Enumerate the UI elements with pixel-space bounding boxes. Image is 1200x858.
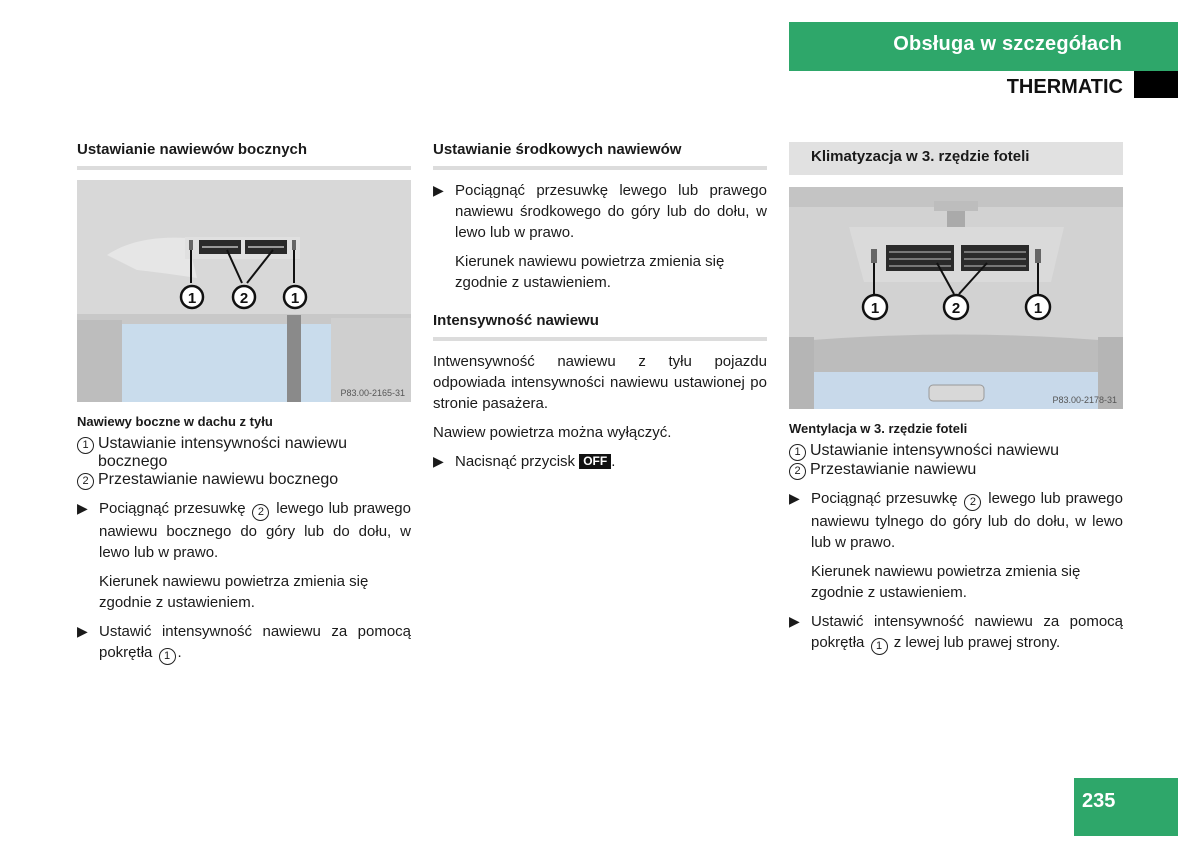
callout-number-icon: 2	[252, 504, 269, 521]
legend-text: Przestawianie nawiewu bocznego	[98, 471, 339, 488]
step-note: Kierunek nawiewu powietrza zmienia się zgodnie z ustawieniem.	[99, 573, 369, 611]
svg-text:1: 1	[187, 290, 197, 307]
paragraph: Nawiew powietrza można wyłączyć.	[433, 424, 672, 441]
svg-text:1: 1	[1033, 300, 1043, 317]
column-side-vents	[77, 130, 411, 665]
legend-item	[789, 442, 1123, 461]
step-note: Kierunek nawiewu powietrza zmienia się zgodnie z ustawieniem.	[811, 563, 1081, 601]
figure-side-vents	[77, 180, 411, 402]
step-text: Pociągnąć przesuwkę lewego lub prawego nawiewu środkowego do góry lub do dołu, w lewo lub w prawo.	[455, 182, 767, 241]
callout-number-icon: 2	[789, 463, 806, 480]
figure-code: P83.00-2178-31	[1052, 395, 1117, 405]
legend-text: Ustawianie intensywności nawiewu bocznego	[98, 435, 348, 470]
callout-number-icon: 1	[789, 444, 806, 461]
bullet-triangle-icon: ▶	[433, 182, 444, 198]
instruction-step	[77, 621, 411, 665]
step-note: Kierunek nawiewu powietrza zmienia się zgodnie z ustawieniem.	[455, 253, 725, 291]
svg-text:2: 2	[239, 290, 249, 307]
callout-number-icon: 1	[77, 437, 94, 454]
instruction-step	[433, 451, 767, 472]
heading-center-vents: Ustawianie środkowych nawiewów	[433, 130, 767, 170]
figure-caption: Wentylacja w 3. rzędzie foteli	[789, 421, 968, 436]
chapter-title: Obsługa w szczegółach	[893, 33, 1122, 55]
callout-number-icon: 2	[77, 473, 94, 490]
step-text: Ustawić intensywność nawiewu za pomocą pokrętła 1 .	[99, 621, 411, 665]
figure-caption: Nawiewy boczne w dachu z tyłu	[77, 414, 273, 429]
bullet-triangle-icon: ▶	[77, 500, 88, 516]
instruction-step	[77, 498, 411, 563]
bullet-triangle-icon: ▶	[77, 623, 88, 639]
instruction-step	[433, 180, 767, 243]
step-text: Pociągnąć przesuwkę 2 lewego lub prawego nawiewu tylnego do góry lub do dołu, w lewo lub w prawo.	[811, 490, 1123, 551]
legend-item	[77, 471, 411, 490]
svg-text:1: 1	[870, 300, 880, 317]
heading-airflow-intensity: Intensywność nawiewu	[433, 301, 767, 341]
section-marker-block	[1134, 71, 1178, 98]
step-text: Ustawić intensywność nawiewu za pomocą pokrętła 1 z lewej lub prawej strony.	[811, 611, 1123, 655]
bullet-triangle-icon: ▶	[789, 613, 800, 629]
step-text: Pociągnąć przesuwkę 2 lewego lub prawego nawiewu bocznego do góry lub do dołu, w lewo lub w prawo.	[99, 500, 411, 561]
legend-item	[789, 461, 1123, 480]
legend-text: Przestawianie nawiewu	[810, 461, 977, 478]
heading-third-row-climate: Klimatyzacja w 3. rzędzie foteli	[789, 142, 1123, 175]
step-text: Nacisnąć przycisk OFF .	[455, 453, 616, 470]
page-number: 235	[1074, 778, 1178, 836]
figure-code: P83.00-2165-31	[340, 388, 405, 398]
roof-vents-illustration	[77, 180, 411, 402]
callout-number-icon: 2	[964, 494, 981, 511]
instruction-step	[789, 488, 1123, 553]
svg-text:2: 2	[951, 300, 961, 317]
legend-item	[77, 435, 411, 471]
off-button-key: OFF	[579, 454, 611, 469]
bullet-triangle-icon: ▶	[433, 453, 444, 469]
svg-text:1: 1	[290, 290, 300, 307]
section-title: THERMATIC	[1006, 76, 1123, 98]
instruction-step	[789, 611, 1123, 655]
column-third-row	[789, 130, 1123, 655]
callout-number-icon: 1	[871, 638, 888, 655]
bullet-triangle-icon: ▶	[789, 490, 800, 506]
paragraph: Intwensywność nawiewu z tyłu pojazdu odpowiada intensywności nawiewu ustawionej po stronie pasażera.	[433, 353, 767, 412]
chapter-banner	[789, 22, 1178, 71]
rear-vents-illustration	[789, 187, 1123, 409]
figure-third-row-vents	[789, 187, 1123, 409]
column-center-vents	[433, 130, 767, 472]
heading-side-vents: Ustawianie nawiewów bocznych	[77, 130, 411, 170]
callout-number-icon: 1	[159, 648, 176, 665]
legend-text: Ustawianie intensywności nawiewu	[810, 442, 1060, 459]
